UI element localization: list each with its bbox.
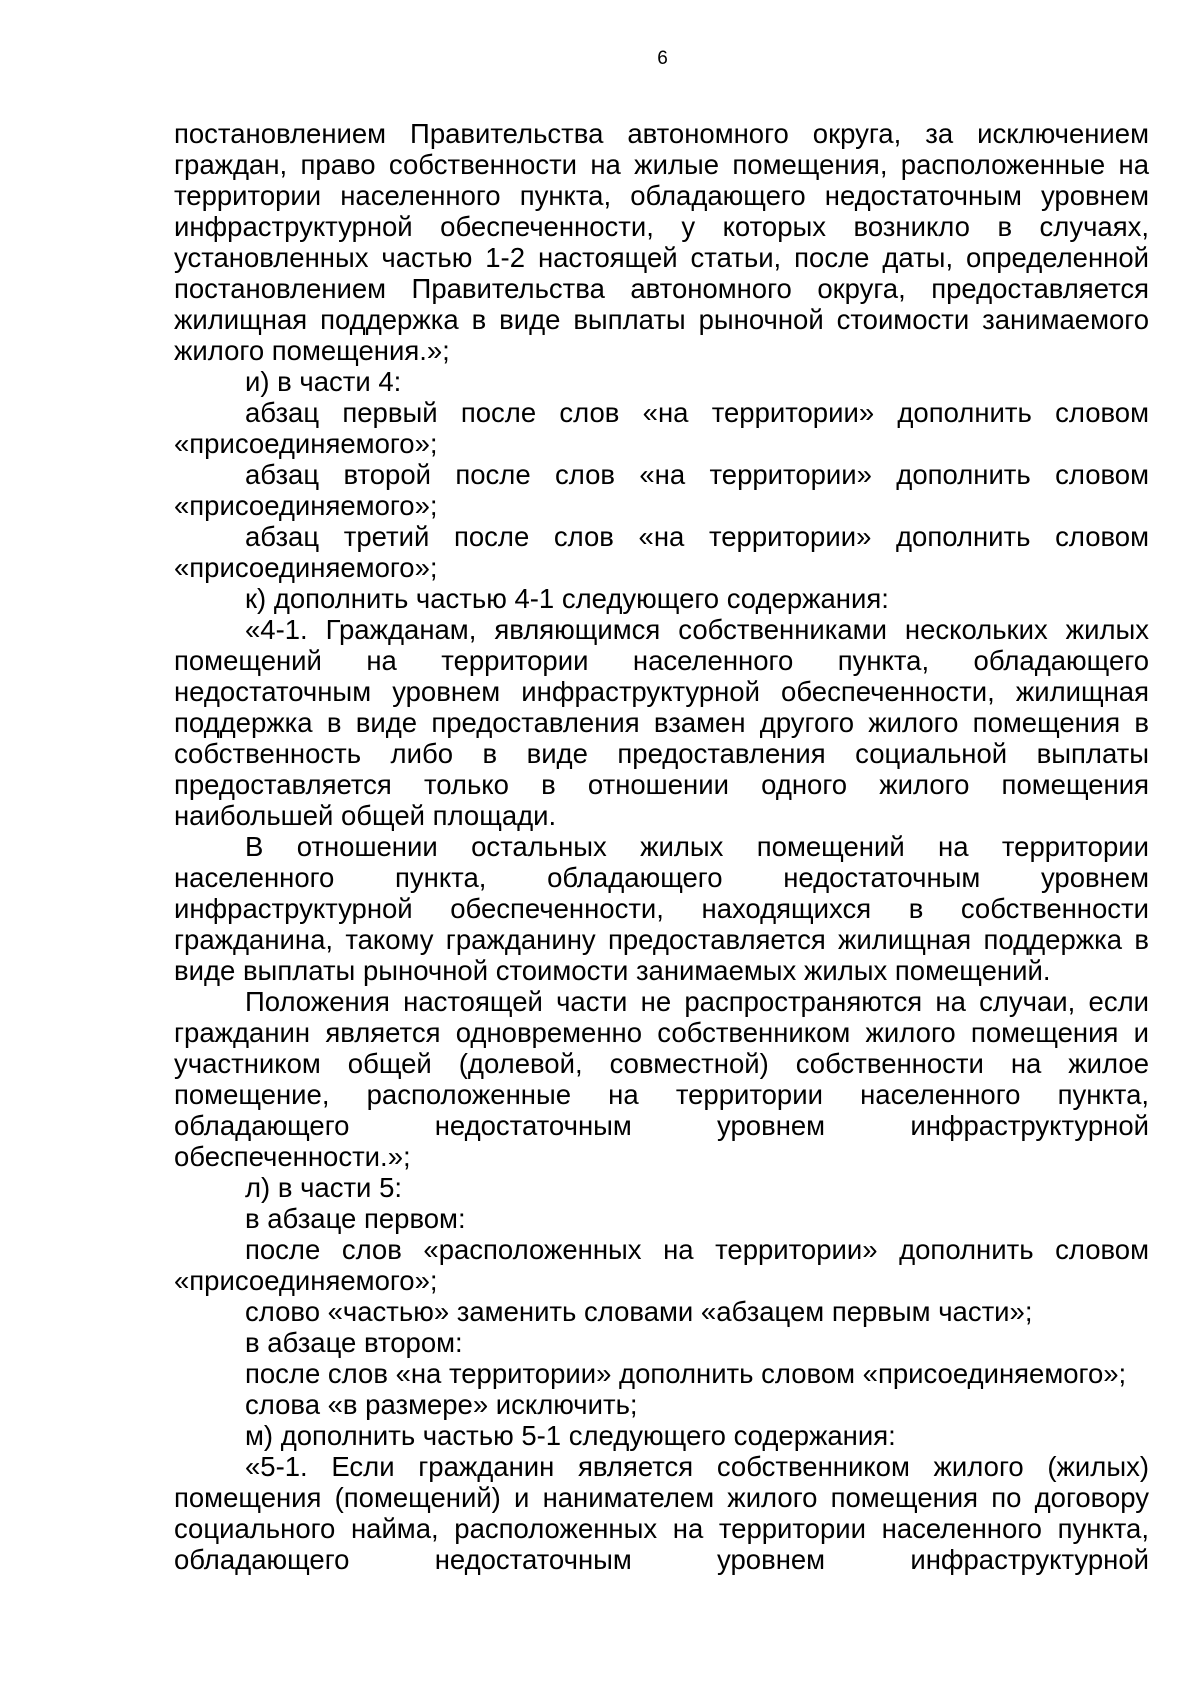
- document-body: [174, 118, 1149, 1575]
- paragraph: абзац третий после слов «на территории» дополнить словом «присоединяемого»;: [174, 521, 1149, 583]
- paragraph: к) дополнить частью 4-1 следующего содержания:: [245, 583, 889, 614]
- paragraph: после слов «на территории» дополнить словом «присоединяемого»;: [245, 1358, 1127, 1389]
- paragraph: в абзаце первом:: [245, 1203, 466, 1234]
- paragraph: Положения настоящей части не распространяются на случаи, если гражданин является одновременно собственником жилого помещения и участником общей (долевой, совместной) собственности на жилое помещение, расположенные на территории населенного пункта, обладающего недостаточным уровнем инфраструктурной обеспеченности.»;: [174, 986, 1149, 1172]
- paragraph: абзац второй после слов «на территории» дополнить словом «присоединяемого»;: [174, 459, 1149, 521]
- page-number: 6: [657, 48, 668, 69]
- paragraph: л) в части 5:: [245, 1172, 402, 1203]
- paragraph: постановлением Правительства автономного округа, за исключением граждан, право собственности на жилые помещения, расположенные на территории населенного пункта, обладающего недостаточным уровнем инфраструктурной обеспеченности, у которых возникло в случаях, установленных частью 1-2 настоящей статьи, после даты, определенной постановлением Правительства автономного округа, предоставляется жилищная поддержка в виде выплаты рыночной стоимости занимаемого жилого помещения.»;: [174, 118, 1149, 366]
- paragraph: В отношении остальных жилых помещений на территории населенного пункта, обладающего недостаточным уровнем инфраструктурной обеспеченности, находящихся в собственности гражданина, такому гражданину предоставляется жилищная поддержка в виде выплаты рыночной стоимости занимаемых жилых помещений.: [174, 831, 1149, 986]
- paragraph: и) в части 4:: [245, 366, 402, 397]
- paragraph: слова «в размере» исключить;: [245, 1389, 638, 1420]
- paragraph: в абзаце втором:: [245, 1327, 463, 1358]
- paragraph: слово «частью» заменить словами «абзацем первым части»;: [245, 1296, 1033, 1327]
- paragraph: после слов «расположенных на территории» дополнить словом «присоединяемого»;: [174, 1234, 1149, 1296]
- paragraph: «5-1. Если гражданин является собственником жилого (жилых) помещения (помещений) и нанимателем жилого помещения по договору социального найма, расположенных на территории населенного пункта, обладающего недостаточным уровнем инфраструктурной: [174, 1451, 1149, 1575]
- paragraph: «4-1. Гражданам, являющимся собственниками нескольких жилых помещений на территории населенного пункта, обладающего недостаточным уровнем инфраструктурной обеспеченности, жилищная поддержка в виде предоставления взамен другого жилого помещения в собственность либо в виде предоставления социальной выплаты предоставляется только в отношении одного жилого помещения наибольшей общей площади.: [174, 614, 1149, 831]
- paragraph: м) дополнить частью 5-1 следующего содержания:: [245, 1420, 896, 1451]
- paragraph: абзац первый после слов «на территории» дополнить словом «присоединяемого»;: [174, 397, 1149, 459]
